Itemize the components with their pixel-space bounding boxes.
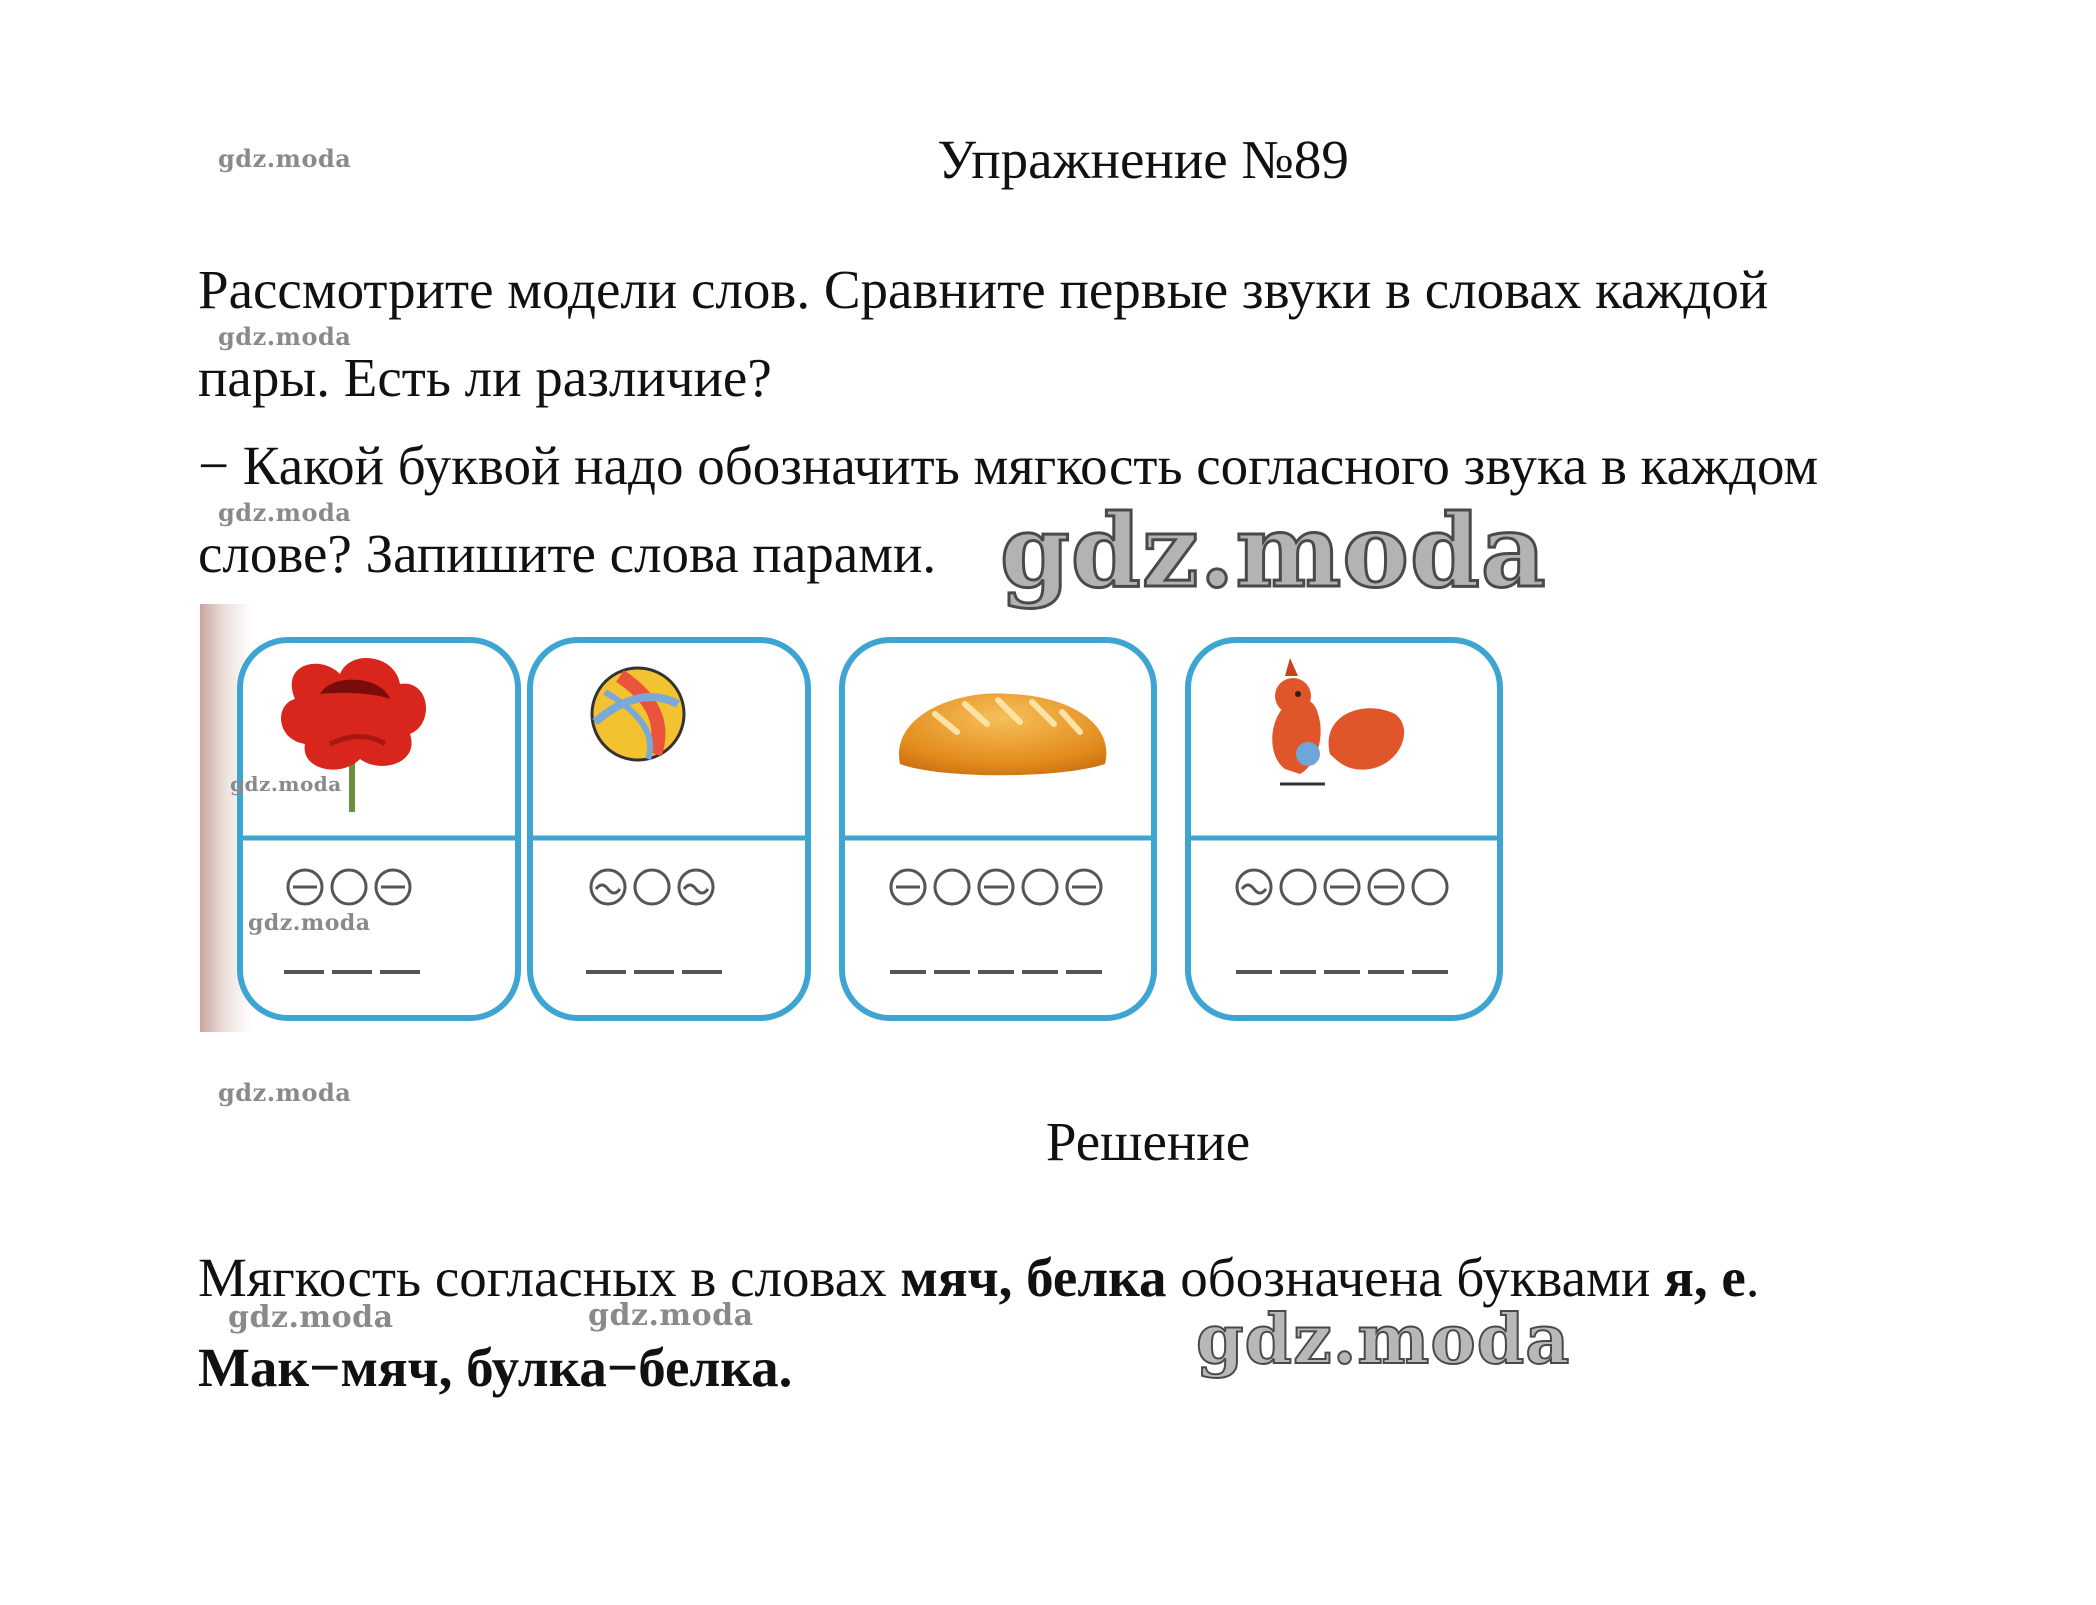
watermark: gdz.moda (248, 910, 371, 936)
task-line: − Какой буквой надо обозначить мягкость согласного звука в каждом (198, 435, 1819, 496)
watermark: gdz.moda (218, 144, 352, 173)
page-title: Упражнение №89 (937, 129, 1349, 190)
watermark: gdz.moda (230, 772, 342, 796)
watermark-large: gdz.moda (1196, 1300, 1571, 1380)
ball-icon (592, 668, 684, 760)
watermark-large: gdz.moda (1000, 492, 1547, 610)
task-line: Рассмотрите модели слов. Сравните первые звуки в словах каждой (198, 259, 1769, 320)
task-line: слове? Запишите слова парами. (198, 523, 937, 584)
solution-title: Решение (1045, 1111, 1251, 1172)
word-models-figure (200, 604, 1520, 1032)
card-poppy (240, 640, 518, 1018)
watermark: gdz.moda (218, 1078, 352, 1107)
watermark: gdz.moda (588, 1298, 754, 1333)
watermark: gdz.moda (228, 1300, 394, 1335)
card-squirrel (1188, 640, 1500, 1018)
card-bread (842, 640, 1154, 1018)
card-ball (530, 640, 808, 1018)
watermark: gdz.moda (218, 322, 352, 351)
task-line: пары. Есть ли различие? (198, 347, 772, 408)
watermark: gdz.moda (218, 498, 352, 527)
solution-line-2: Мак−мяч, булка−белка. (198, 1337, 793, 1398)
solution-line-1: Мягкость согласных в словах мяч, белка обозначена буквами я, е. (198, 1247, 1760, 1308)
